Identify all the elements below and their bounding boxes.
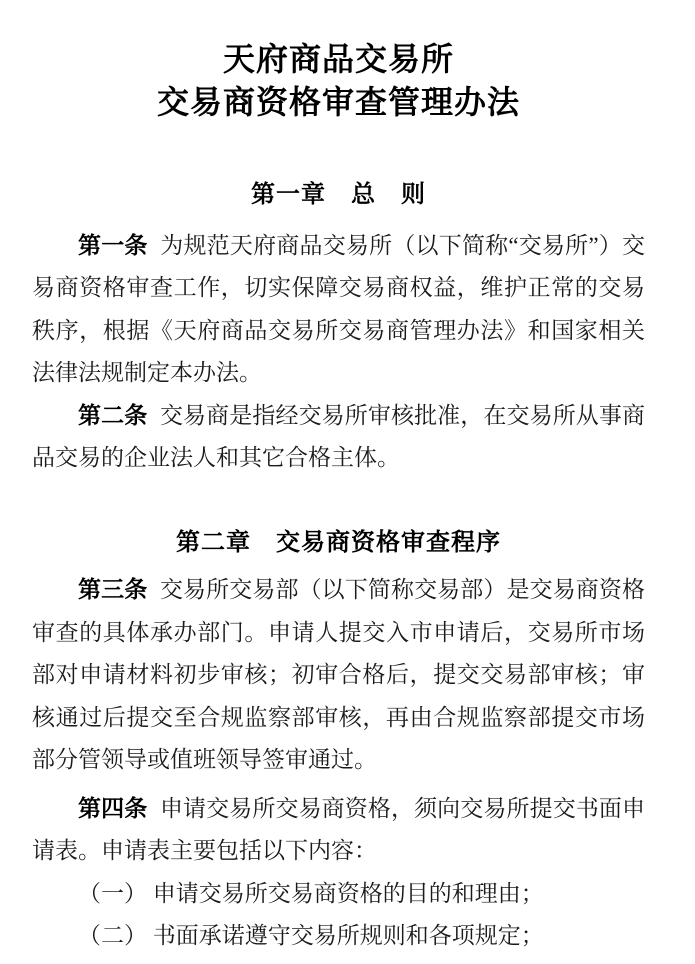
- document-title-line-2: 交易商资格审查管理办法: [156, 84, 520, 120]
- article-4-text: 申请交易所交易商资格，须向交易所提交书面申请表。申请表主要包括以下内容：: [32, 795, 646, 863]
- document-title: [32, 38, 645, 124]
- article-2-number: 第二条: [78, 402, 148, 428]
- document-title-line-1: 天府商品交易所: [222, 41, 454, 77]
- article-1: [32, 225, 645, 395]
- article-3: [32, 569, 645, 782]
- list-item-2: （二） 书面承诺遵守交易所规则和各项规定；: [78, 923, 544, 948]
- article-4-number: 第四条: [78, 795, 148, 821]
- article-2: [32, 395, 645, 480]
- article-2-text: 交易商是指经交易所审核批准，在交易所从事商品交易的企业法人和其它合格主体。: [32, 402, 646, 470]
- article-4: [32, 788, 645, 873]
- article-1-number: 第一条: [78, 232, 148, 258]
- article-3-text: 交易所交易部（以下简称交易部）是交易商资格审查的具体承办部门。申请人提交入市申请后，交易所市场部对申请材料初步审核；初审合格后，提交交易部审核；审核通过后提交至合规监察部审核，再由合规监察部提交市场部分管领导或值班领导签审通过。: [32, 577, 646, 772]
- chapter-2-heading: 第二章 交易商资格审查程序: [176, 528, 501, 556]
- list-item-1: （一） 申请交易所交易商资格的目的和理由；: [78, 880, 544, 906]
- article-3-number: 第三条: [78, 577, 148, 602]
- article-1-text: 为规范天府商品交易所（以下简称“交易所”）交易商资格审查工作，切实保障交易商权益，维护正常的交易秩序，根据《天府商品交易所交易商管理办法》和国家相关法律法规制定本办法。: [32, 232, 646, 385]
- chapter-1-heading: 第一章 总 则: [251, 181, 426, 208]
